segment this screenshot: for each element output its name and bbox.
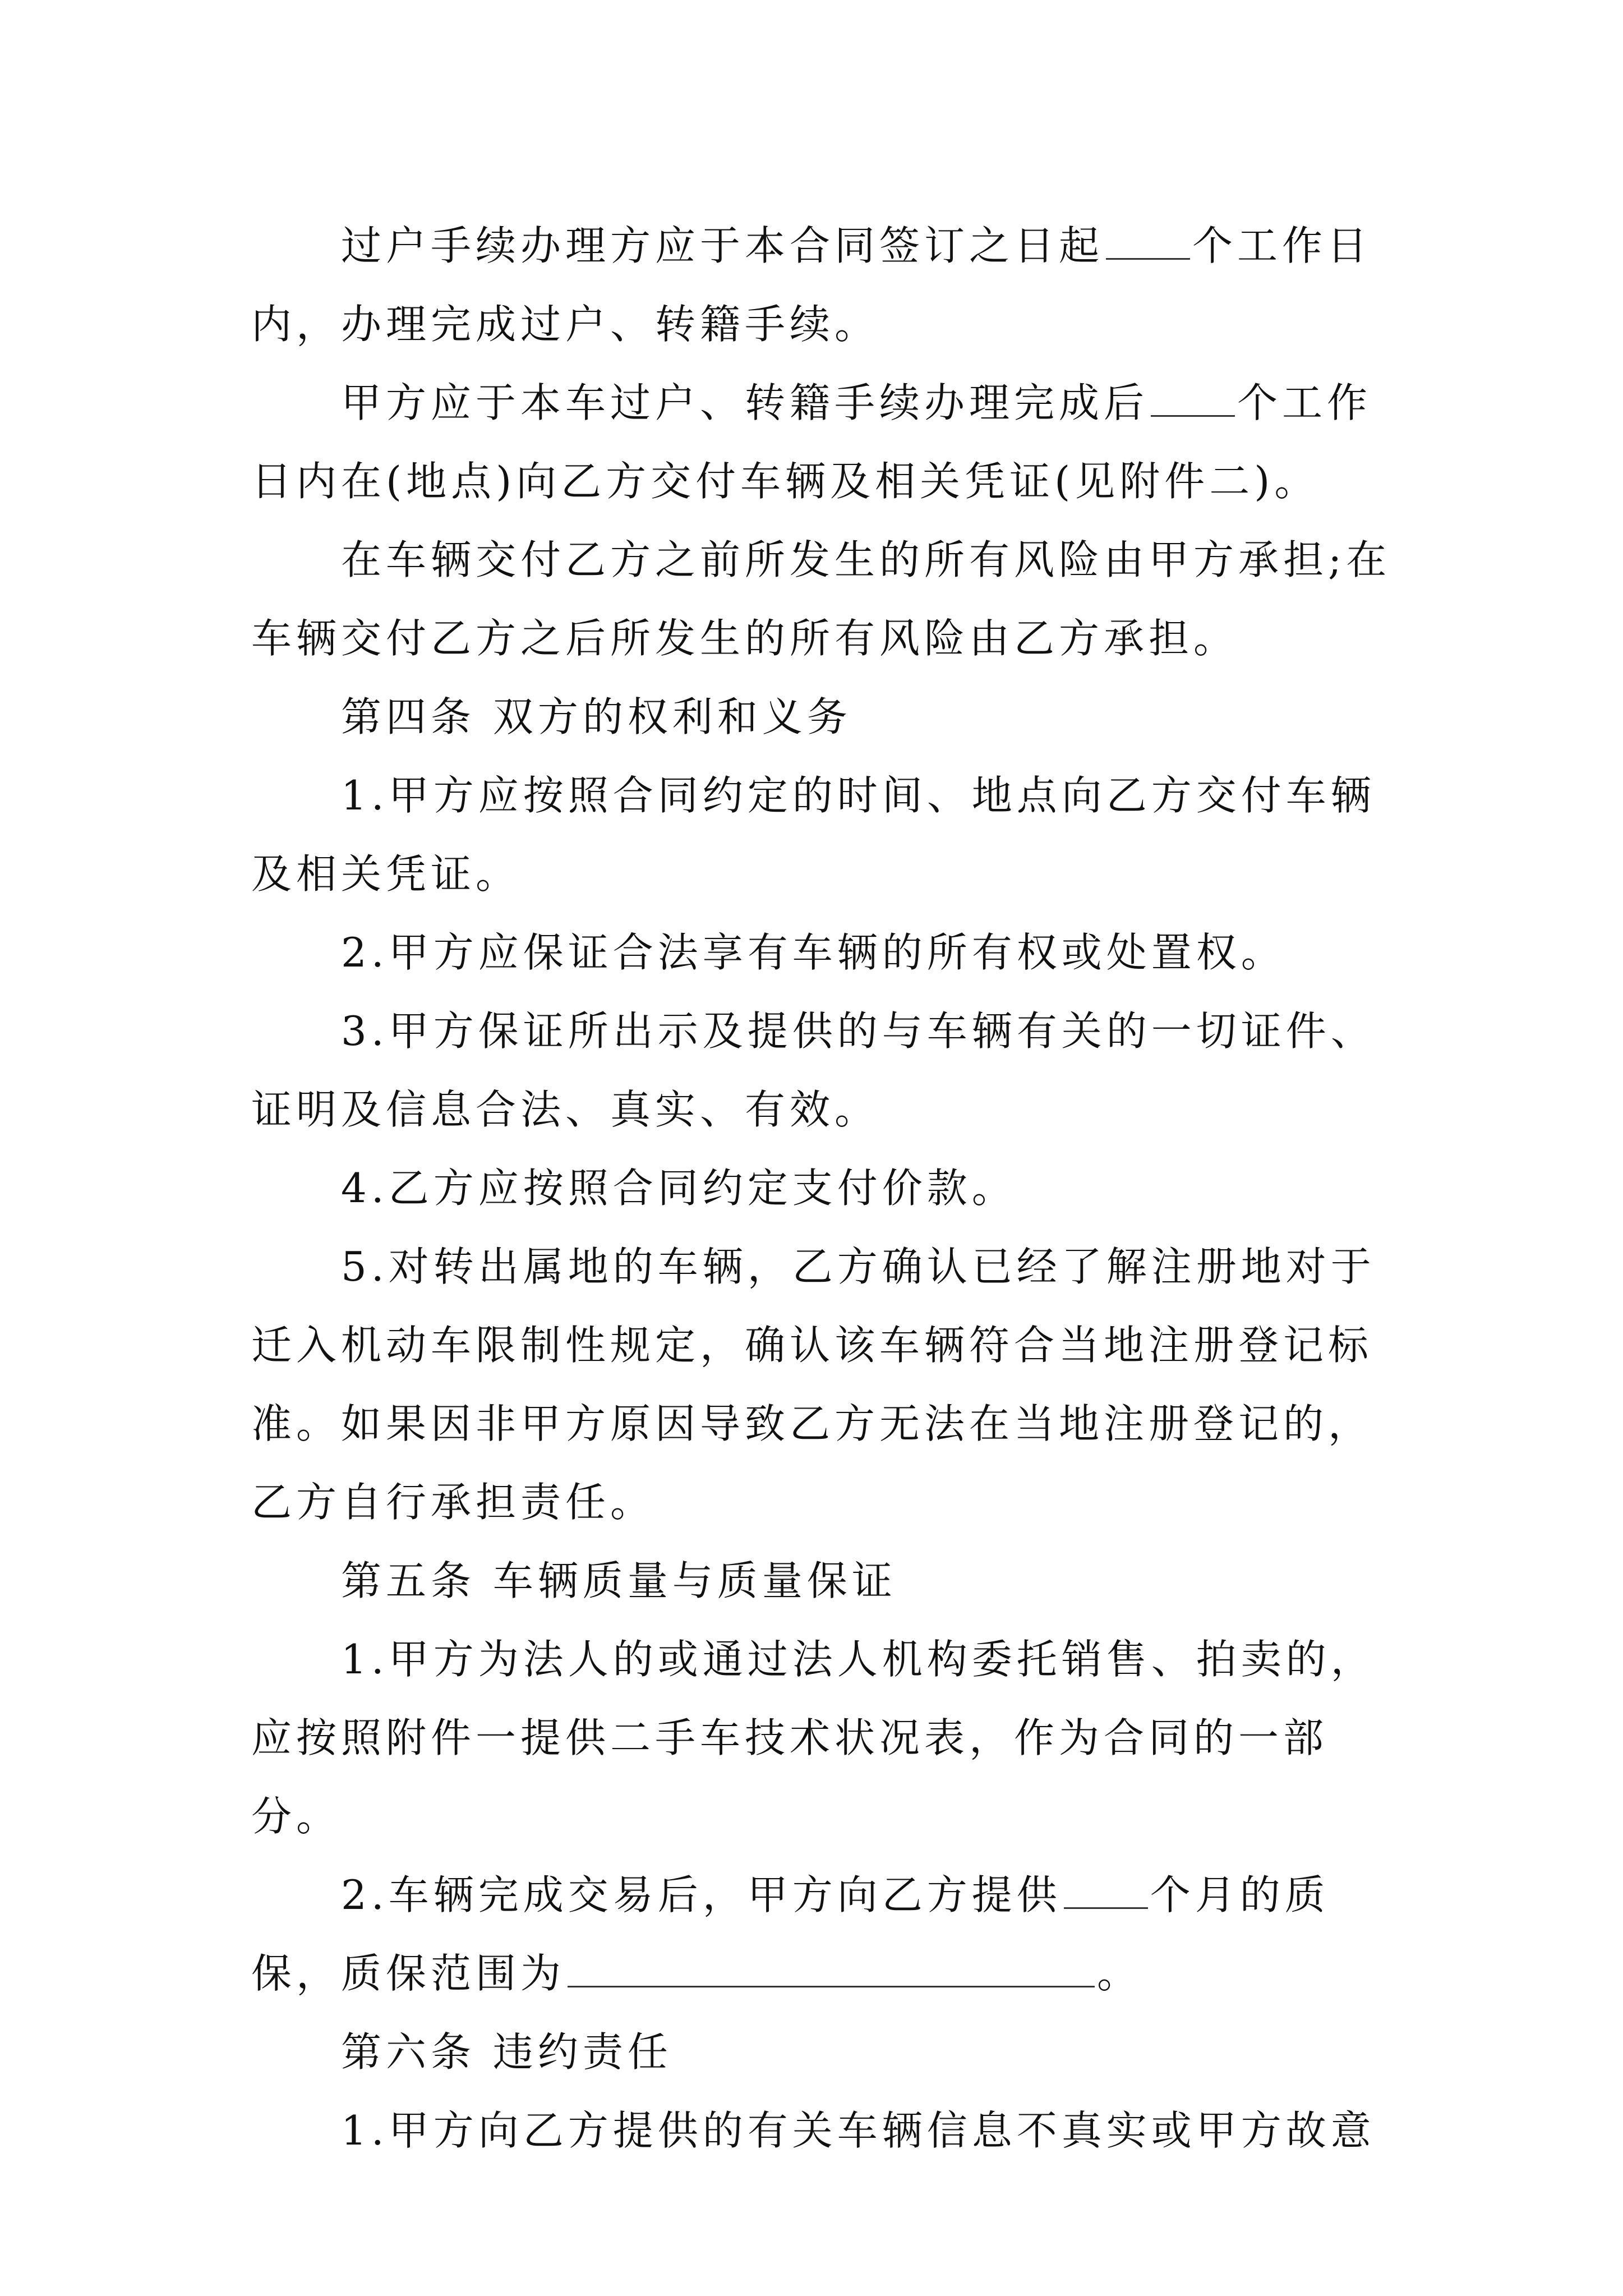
paragraph-text: 1.甲方为法人的或通过法人机构委托销售、拍卖的，应按照附件一提供二手车技术状况表，作为合同的一部分。	[251, 1636, 1376, 1840]
clause-item	[251, 1227, 1412, 1542]
clause-item	[251, 1149, 1412, 1227]
clause-item	[251, 2091, 1412, 2170]
clause-item	[251, 1620, 1412, 1856]
fill-in-blank	[1064, 1874, 1148, 1909]
paragraph-text: 3.甲方保证所出示及提供的与车辆有关的一切证件、证明及信息合法、真实、有效。	[251, 1007, 1376, 1133]
clause-item	[251, 913, 1412, 992]
paragraph-text: 1.甲方向乙方提供的有关车辆信息不真实或甲方故意	[341, 2107, 1376, 2154]
fill-in-blank	[568, 1952, 1095, 1987]
paragraph-text: 过户手续办理方应于本合同签订之日起	[341, 222, 1104, 269]
clause-item-warranty	[251, 1856, 1412, 2013]
article-heading	[251, 1542, 1412, 1620]
heading-text: 第四条 双方的权利和义务	[341, 693, 852, 740]
article-heading	[251, 2013, 1412, 2091]
paragraph-delivery	[251, 364, 1412, 521]
paragraph-text: 2.甲方应保证合法享有车辆的所有权或处置权。	[341, 929, 1286, 976]
paragraph-text: 个工作日内，办理完成过户、转籍手续。	[251, 222, 1372, 348]
paragraph-text: 1.甲方应按照合同约定的时间、地点向乙方交付车辆及相关凭证。	[251, 772, 1376, 898]
paragraph-text: 4.乙方应按照合同约定支付价款。	[341, 1165, 1017, 1212]
heading-text: 第五条 车辆质量与质量保证	[341, 1557, 897, 1604]
clause-item	[251, 756, 1412, 913]
article-heading	[251, 678, 1412, 756]
paragraph-text: 甲方应于本车过户、转籍手续办理完成后	[341, 379, 1149, 426]
clause-item	[251, 992, 1412, 1149]
paragraph-text: 个月的质保，质保范围为	[251, 1871, 1330, 1997]
paragraph-text: 。	[1097, 1950, 1142, 1997]
paragraph-text: 2.车辆完成交易后，甲方向乙方提供	[341, 1871, 1062, 1918]
heading-text: 第六条 违约责任	[341, 2028, 672, 2076]
paragraph-transfer-deadline	[251, 206, 1412, 364]
paragraph-risk	[251, 521, 1412, 678]
paragraph-text: 5.对转出属地的车辆，乙方确认已经了解注册地对于迁入机动车限制性规定，确认该车辆符合当地注册登记标准。如果因非甲方原因导致乙方无法在当地注册登记的，乙方自行承担责任。	[251, 1243, 1376, 1526]
fill-in-blank	[1151, 381, 1235, 417]
paragraph-text: 个工作日内在(地点)向乙方交付车辆及相关凭证(见附件二)。	[251, 379, 1372, 505]
paragraph-text: 在车辆交付乙方之前所发生的所有风险由甲方承担;在车辆交付乙方之后所发生的所有风险由乙方承担。	[251, 536, 1391, 662]
fill-in-blank	[1106, 224, 1190, 260]
document-body	[251, 206, 1412, 2170]
